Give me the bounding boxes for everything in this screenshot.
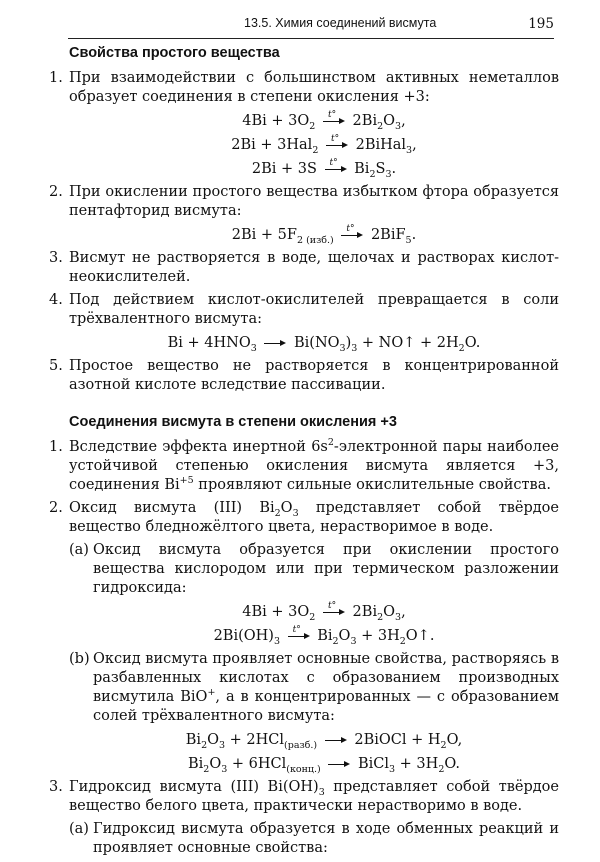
list-item: 1. При взаимодействии с большинством активных неметаллов образует соединения в степени окисления +3: — [49, 70, 559, 105]
item-text: Висмут не растворяется в воде, щелочах и растворах кислот-неокислителей. — [69, 250, 559, 285]
equation: 2Bi + 3Hal$_2$ t° 2BiHal$_3$, — [231, 134, 417, 156]
sub-item: (b) Оксид висмута проявляет основные свойства, растворяясь в разбавленных кислотах с образованием производных висмутила BiO+, а в концентрированных — с образованием солей трёхвалентного висмута: — [69, 651, 560, 724]
sub-item: (a) Гидроксид висмута образуется в ходе обменных реакций и проявляет основные свойства: — [69, 821, 559, 856]
equation: $Bi + 4HNO_3$ $Bi(NO_3)_3$ + NO↑ + $2H_2O$. — [167, 335, 481, 354]
list-item: 3. Гидроксид висмута (III) $Bi(OH)_3$ представляет собой твёрдое вещество белого цвета, практически нерастворимо в воде. — [49, 779, 559, 814]
list-item: 1. Вследствие эффекта инертной $6s^2$-электронной пары наиболее устойчивой степенью окисления висмута является +3, соединения $Bi^{+5}$ проявляют сильные окислительные свойства. — [49, 437, 559, 493]
equation: $Bi_2O_3 + 6HCl_{(конц.)}$ BiCl$_3$ + $3H_2O$. — [187, 756, 461, 775]
list-item: 2. При окислении простого вещества избытком фтора образуется пентафторид висмута: — [49, 184, 559, 219]
running-title: 13.5. Химия соединений висмута — [244, 16, 437, 30]
sub-item: (a) Оксид висмута образуется при окислении простого вещества кислородом или при термическом разложении гидроксида: — [69, 542, 559, 596]
page-number: 195 — [528, 16, 554, 32]
equation: $4Bi + 3O_2$ t° $2Bi_2O_3$, — [242, 110, 406, 132]
item-text: При взаимодействии с большинством активных неметаллов образует соединения в степени окисления +3: — [69, 70, 559, 105]
list-item: 5. Простое вещество не растворяется в концентрированной азотной кислоте вследствие пассивации. — [49, 358, 559, 393]
equation: $2Bi(OH)_3$ t° $Bi_2O_3$ + $3H_2O↑$. — [213, 625, 435, 647]
section-heading-simple-substance: Свойства простого вещества — [69, 45, 280, 61]
item-text: Под действием кислот-окислителей превращается в соли трёхвалентного висмута: — [69, 292, 559, 327]
list-item: 3. Висмут не растворяется в воде, щелочах и растворах кислот-неокислителей. — [49, 250, 559, 285]
page-body — [49, 44, 559, 862]
equation: $Bi_2O_3 + 2HCl_{(разб.)}$ 2BiOCl + $H_2O$, — [185, 732, 463, 751]
equation: $2Bi + 5F_{2 (изб.)}$ t° 2BiF$_5$. — [231, 224, 417, 246]
list-item: 4. Под действием кислот-окислителей превращается в соли трёхвалентного висмута: — [49, 292, 559, 327]
list-item: 2. Оксид висмута (III) $Bi_2O_3$ представляет собой твёрдое вещество бледножёлтого цвета, нерастворимое в воде. — [49, 500, 559, 535]
page-header — [68, 8, 554, 39]
equation: 2Bi + 3S t° $Bi_2S_3$. — [251, 158, 397, 180]
item-text: При окислении простого вещества избытком фтора образуется пентафторид висмута: — [69, 184, 559, 219]
section-heading-oxidation-3: Соединения висмута в степени окисления +3 — [69, 414, 397, 430]
equation: $4Bi + 3O_2$ t° $2Bi_2O_3$, — [242, 601, 406, 623]
item-text: Простое вещество не растворяется в концентрированной азотной кислоте вследствие пассивации. — [69, 358, 559, 393]
